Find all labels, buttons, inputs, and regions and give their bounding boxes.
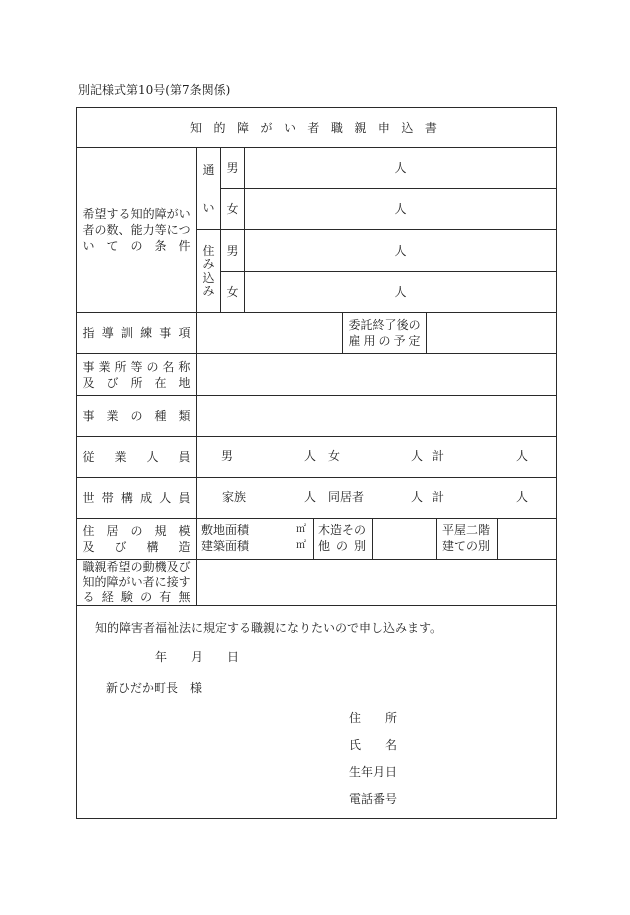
household-cohabitants-unit: 人 (411, 490, 424, 504)
label-char: 所 (384, 711, 397, 725)
birthdate-label (349, 766, 397, 778)
label-char: 等 (130, 359, 143, 374)
label-char: 類 (178, 409, 191, 423)
phone-label (349, 793, 397, 805)
label-char: 事 (82, 409, 95, 423)
form-title (190, 122, 437, 134)
household-total-unit: 人 (516, 490, 529, 504)
label-char: が (118, 575, 131, 589)
commute-label (203, 164, 215, 214)
employees-male-label: 男 (221, 449, 234, 463)
wooden-or-other-value-field (373, 519, 436, 559)
label-char: 称 (178, 359, 191, 374)
guidance-label-text (83, 325, 191, 341)
label-char: の (94, 223, 107, 237)
label-char: 希 (106, 560, 119, 574)
label-char: 平 (442, 523, 455, 537)
conditions-label-line (83, 222, 191, 238)
label-char: 別 (478, 539, 491, 553)
label-char: 建 (442, 539, 455, 553)
label-char: 日 (385, 765, 398, 779)
label-char: い (130, 575, 143, 589)
label-char: 成 (140, 491, 153, 505)
label-char: 知 (190, 121, 203, 135)
label-char: 職 (330, 121, 343, 135)
label-char: 無 (178, 590, 191, 604)
label-char: 職 (82, 560, 95, 574)
label-char: 用 (363, 334, 376, 348)
label-char: 後 (396, 318, 409, 332)
conditions-label (77, 148, 196, 312)
label-char: 親 (354, 121, 367, 135)
employees-female-unit: 人 (411, 449, 424, 463)
label-char: 希 (82, 207, 95, 221)
label-char: 二 (466, 523, 479, 537)
label-char: 練 (140, 326, 153, 340)
form-number: 別記様式第10号(第7条関係) (78, 83, 231, 97)
label-char: 木 (318, 523, 331, 537)
label-char: み (202, 283, 215, 298)
building-area-label: 建築面積 (201, 539, 250, 553)
household-total-label: 計 (432, 490, 445, 504)
date-line: 年 月 日 (155, 650, 240, 664)
label-char: 人 (146, 450, 159, 464)
live-in-label (203, 245, 215, 297)
employment-plan-label (343, 313, 426, 353)
residence-label-line (83, 539, 191, 555)
household-cohabitants-label: 同居者 (328, 490, 365, 504)
label-char: 接 (166, 575, 179, 589)
label-char: 委 (348, 318, 361, 332)
label-char: 経 (101, 590, 114, 604)
label-char: 所 (114, 359, 127, 374)
label-char: 番 (373, 792, 386, 806)
guidance-value-field (197, 313, 342, 353)
label-char: 終 (372, 318, 385, 332)
commute-cell (197, 148, 220, 229)
label-char: 所 (130, 375, 143, 390)
label-char: 屋 (454, 523, 467, 537)
label-char: い (283, 121, 296, 135)
label-char: の (466, 539, 479, 553)
motivation-value-field (197, 560, 556, 605)
wooden-or-other-label-line (318, 524, 366, 536)
label-char: 親 (94, 560, 107, 574)
label-char: 力 (142, 223, 155, 237)
label-char: 員 (178, 491, 191, 505)
label-char: 条 (154, 239, 167, 253)
building-area-unit: ㎡ (296, 540, 306, 551)
label-char: 造 (330, 523, 343, 537)
label-char: に (166, 223, 179, 237)
household-family-label: 家族 (222, 490, 247, 504)
label-char: の (408, 318, 421, 332)
label-char: 模 (178, 524, 191, 538)
business-name-label-line (83, 375, 191, 391)
label-char: 訓 (120, 326, 133, 340)
label-char: の (140, 590, 153, 604)
label-char: 込 (202, 270, 215, 285)
label-char: の (378, 334, 391, 348)
label-char: 導 (101, 326, 114, 340)
household-family-unit: 人 (304, 490, 317, 504)
label-char: 別 (353, 539, 366, 553)
label-char: 在 (154, 375, 167, 390)
name-label (349, 739, 397, 751)
addressee: 新ひだか町長 様 (106, 681, 203, 695)
label-char: 話 (361, 792, 374, 806)
label-char: び (178, 560, 191, 574)
business-type-label (77, 396, 196, 436)
label-char: 名 (162, 359, 175, 374)
household-label-text (83, 490, 191, 506)
label-char: 者 (142, 575, 155, 589)
count-unit: 人 (394, 202, 407, 216)
label-char: 住 (202, 244, 215, 258)
label-char: そ (342, 523, 355, 537)
label-char: 従 (82, 450, 95, 464)
employees-total-unit: 人 (516, 449, 529, 463)
label-char: 業 (114, 450, 127, 464)
label-char: の (130, 560, 143, 574)
employees-label (77, 437, 196, 477)
label-char: に (154, 575, 167, 589)
label-char: 氏 (349, 738, 362, 752)
label-char: 地 (178, 375, 191, 390)
label-char: の (354, 523, 367, 537)
label-char: 障 (154, 207, 167, 221)
employees-female-label: 女 (328, 449, 341, 463)
conditions-label-line (83, 206, 191, 222)
label-char: 帯 (101, 491, 114, 505)
site-area-unit: ㎡ (296, 524, 306, 535)
commute-female-cell (221, 189, 244, 229)
live-in-female-cell (221, 272, 244, 312)
label-char: 及 (166, 560, 179, 574)
stories-value-field (498, 519, 556, 559)
label-char: 他 (318, 539, 331, 553)
label-char: 数 (106, 223, 119, 237)
employment-plan-label-line (349, 317, 421, 333)
label-char: び (106, 375, 119, 390)
male-label: 男 (226, 243, 239, 258)
label-char: る (82, 590, 95, 604)
table-rule-vertical (436, 518, 437, 559)
motivation-label-line (83, 590, 191, 605)
label-char: の (335, 539, 348, 553)
label-char: 障 (106, 575, 119, 589)
label-char: 事 (159, 326, 172, 340)
live-in-male-cell (221, 230, 244, 271)
business-name-label (77, 354, 196, 395)
label-char: 世 (82, 491, 95, 505)
label-char: 電 (349, 792, 362, 806)
label-char: 、 (118, 223, 131, 237)
label-char: の (130, 409, 143, 423)
stories-label-line (442, 524, 490, 536)
label-char: 業 (98, 359, 111, 374)
count-unit: 人 (394, 161, 407, 175)
label-char: 的 (213, 121, 226, 135)
label-char: び (114, 540, 127, 554)
label-char: 書 (424, 121, 437, 135)
guidance-label (77, 313, 196, 353)
label-char: 構 (120, 491, 133, 505)
label-char: が (166, 207, 179, 221)
employment-plan-label-line (349, 333, 421, 349)
label-char: 障 (236, 121, 249, 135)
label-char: 員 (178, 450, 191, 464)
label-char: 人 (159, 491, 172, 505)
label-char: い (178, 207, 191, 221)
label-char: 業 (106, 409, 119, 423)
conditions-label-line (83, 238, 191, 254)
label-char: 階 (478, 523, 491, 537)
label-char: 名 (384, 738, 397, 752)
label-char: 知 (130, 207, 143, 221)
business-name-value-field (197, 354, 556, 395)
label-char: 月 (373, 765, 386, 779)
residence-label (77, 519, 196, 559)
label-char: 通 (202, 162, 215, 177)
label-char: 号 (385, 792, 398, 806)
employment-plan-value-field (427, 313, 556, 353)
live-in-male-count-field (245, 230, 556, 271)
label-char: 定 (408, 334, 421, 348)
motivation-label-line (83, 575, 191, 590)
commute-male-cell (221, 148, 244, 188)
live-in-cell (197, 230, 220, 312)
employees-male-unit: 人 (304, 449, 317, 463)
label-char: 種 (154, 409, 167, 423)
count-unit: 人 (394, 243, 407, 258)
label-char: て (106, 239, 119, 253)
label-char: 予 (393, 334, 406, 348)
label-char: 者 (82, 223, 95, 237)
commute-female-count-field (245, 189, 556, 229)
label-char: 等 (154, 223, 167, 237)
business-type-value-field (197, 396, 556, 436)
label-char: 望 (118, 560, 131, 574)
label-char: つ (178, 223, 191, 237)
label-char: 規 (154, 524, 167, 538)
label-char: の (130, 239, 143, 253)
label-char: い (82, 239, 95, 253)
label-char: み (202, 257, 215, 272)
label-char: の (146, 359, 159, 374)
motivation-label (77, 560, 196, 605)
business-name-label-line (83, 359, 191, 375)
wooden-or-other-label-line (318, 540, 366, 552)
label-char: い (202, 200, 215, 215)
label-char: 事 (82, 359, 95, 374)
label-char: 指 (82, 326, 95, 340)
motivation-label-line (83, 560, 191, 575)
label-char: 項 (178, 326, 191, 340)
label-char: る (118, 207, 131, 221)
label-char: 的 (142, 207, 155, 221)
commute-male-count-field (245, 148, 556, 188)
female-label: 女 (226, 285, 239, 299)
table-rule-vertical (313, 518, 314, 559)
household-label (77, 478, 196, 518)
label-char: 雇 (348, 334, 361, 348)
label-char: 機 (154, 560, 167, 574)
residence-label-line (83, 523, 191, 539)
label-char: す (106, 207, 119, 221)
label-char: 了 (384, 318, 397, 332)
label-char: 者 (307, 121, 320, 135)
label-char: て (454, 539, 467, 553)
label-char: 年 (361, 765, 374, 779)
address-label (349, 712, 397, 724)
declaration-statement: 知的障害者福祉法に規定する職親になりたいので申し込みます。 (95, 621, 443, 635)
label-char: す (178, 575, 191, 589)
stories-label-line (442, 540, 490, 552)
label-char: 込 (401, 121, 414, 135)
label-char: 生 (349, 765, 362, 779)
label-char: 動 (142, 560, 155, 574)
label-char: 能 (130, 223, 143, 237)
label-char: 造 (178, 540, 191, 554)
declaration-section (77, 606, 556, 818)
label-char: 住 (82, 524, 95, 538)
label-char: 託 (360, 318, 373, 332)
label-char: 望 (94, 207, 107, 221)
label-char: 知 (82, 575, 95, 589)
label-char: 住 (349, 711, 362, 725)
female-label: 女 (226, 202, 239, 216)
count-unit: 人 (394, 285, 407, 299)
label-char: 居 (106, 524, 119, 538)
label-char: 件 (178, 239, 191, 253)
label-char: 及 (82, 540, 95, 554)
label-char: 及 (82, 375, 95, 390)
label-char: 構 (146, 540, 159, 554)
label-char: 申 (377, 121, 390, 135)
label-char: の (130, 524, 143, 538)
label-char: 的 (94, 575, 107, 589)
employees-total-label: 計 (432, 449, 445, 463)
employees-label-text (83, 449, 191, 465)
label-char: 験 (120, 590, 133, 604)
live-in-female-count-field (245, 272, 556, 312)
label-char: が (260, 121, 273, 135)
male-label: 男 (226, 161, 239, 175)
site-area-label: 敷地面積 (201, 523, 250, 537)
label-char: 有 (159, 590, 172, 604)
business-type-label-text (83, 408, 191, 424)
